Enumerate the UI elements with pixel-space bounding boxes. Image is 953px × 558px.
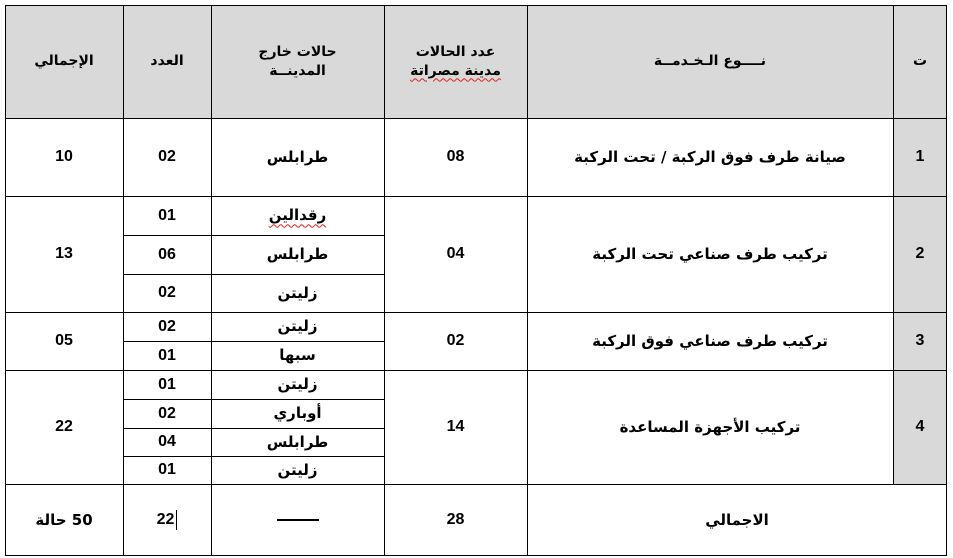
grid-line bbox=[893, 5, 894, 484]
grid-line bbox=[123, 5, 124, 556]
row-service: تركيب طرف صناعي فوق الركبة bbox=[592, 331, 828, 350]
row-index: 4 bbox=[915, 418, 925, 436]
footer-outside-dash bbox=[211, 484, 384, 556]
grid-line bbox=[123, 274, 384, 275]
grid-line bbox=[527, 5, 528, 556]
row-total: 22 bbox=[55, 418, 73, 436]
grid-line bbox=[5, 5, 6, 556]
outside-count: 01 bbox=[158, 206, 176, 224]
outside-city: طرابلس bbox=[266, 245, 329, 264]
grid-line bbox=[123, 456, 384, 457]
outside-count: 01 bbox=[158, 461, 176, 479]
grid-line bbox=[5, 484, 947, 485]
footer-inside-total: 28 bbox=[446, 511, 465, 529]
outside-count: 02 bbox=[158, 404, 176, 422]
row-service: تركيب طرف صناعي تحت الركبة bbox=[592, 244, 828, 263]
header-inside-cases-line2: مدينة مصراتة bbox=[410, 62, 501, 79]
outside-city: زليتن bbox=[277, 283, 318, 302]
grid-line bbox=[5, 196, 947, 197]
row-total: 05 bbox=[55, 332, 73, 350]
footer-label: الاجمالي bbox=[705, 510, 769, 529]
text-cursor bbox=[176, 510, 177, 530]
row-index: 3 bbox=[915, 332, 925, 350]
outside-count: 02 bbox=[158, 148, 176, 166]
grid-line bbox=[123, 235, 384, 236]
row-inside-count: 14 bbox=[446, 418, 465, 436]
grid-line bbox=[123, 341, 384, 342]
grid-line bbox=[384, 5, 385, 556]
header-total: الإجمالي bbox=[34, 53, 94, 70]
grid-line bbox=[123, 428, 384, 429]
footer-count-cell[interactable] bbox=[123, 484, 211, 556]
outside-count: 06 bbox=[158, 245, 176, 263]
outside-count: 04 bbox=[158, 433, 176, 451]
outside-city: زليتن bbox=[277, 317, 318, 336]
row-total: 10 bbox=[55, 148, 73, 166]
header-service-type: نــــوع الـخـدمــة bbox=[653, 53, 767, 70]
header-inside-cases bbox=[384, 5, 527, 118]
grid-line bbox=[5, 312, 947, 313]
grid-line bbox=[5, 118, 947, 119]
grid-line bbox=[5, 5, 947, 6]
row-inside-count: 04 bbox=[446, 245, 465, 263]
row-service: صيانة طرف فوق الركبة / تحت الركبة bbox=[574, 147, 846, 166]
grid-line bbox=[123, 399, 384, 400]
row-service: تركيب الأجهزة المساعدة bbox=[619, 417, 801, 436]
row-total: 13 bbox=[55, 245, 73, 263]
outside-count: 01 bbox=[158, 375, 176, 393]
outside-city: زليتن bbox=[277, 460, 318, 479]
outside-city: سبها bbox=[279, 346, 316, 365]
row-inside-count: 08 bbox=[446, 148, 465, 166]
row-index: 1 bbox=[915, 148, 925, 166]
outside-city: أوباري bbox=[273, 404, 322, 423]
dash-line bbox=[277, 519, 319, 521]
grid-line bbox=[211, 5, 212, 556]
outside-city-text: رقدالين bbox=[268, 206, 327, 225]
header-inside-cases-line1: عدد الحالات bbox=[415, 43, 496, 60]
footer-count: 22 bbox=[156, 511, 175, 529]
outside-city bbox=[211, 196, 384, 235]
outside-count: 02 bbox=[158, 317, 176, 335]
outside-city: زليتن bbox=[277, 375, 318, 394]
header-count: العدد bbox=[150, 53, 184, 70]
header-index: ت bbox=[912, 53, 928, 70]
outside-city: طرابلس bbox=[266, 432, 329, 451]
grid-line bbox=[5, 370, 947, 371]
row-index: 2 bbox=[915, 245, 925, 263]
grid-line bbox=[946, 5, 947, 556]
outside-count: 02 bbox=[158, 284, 176, 302]
header-outside-cases: حالات خارج المدينــة bbox=[258, 43, 337, 79]
outside-count: 01 bbox=[158, 346, 176, 364]
grid-line bbox=[5, 555, 947, 556]
outside-city: طرابلس bbox=[266, 147, 329, 166]
row-inside-count: 02 bbox=[446, 332, 465, 350]
footer-grand-total: 50 حالة bbox=[35, 510, 93, 529]
